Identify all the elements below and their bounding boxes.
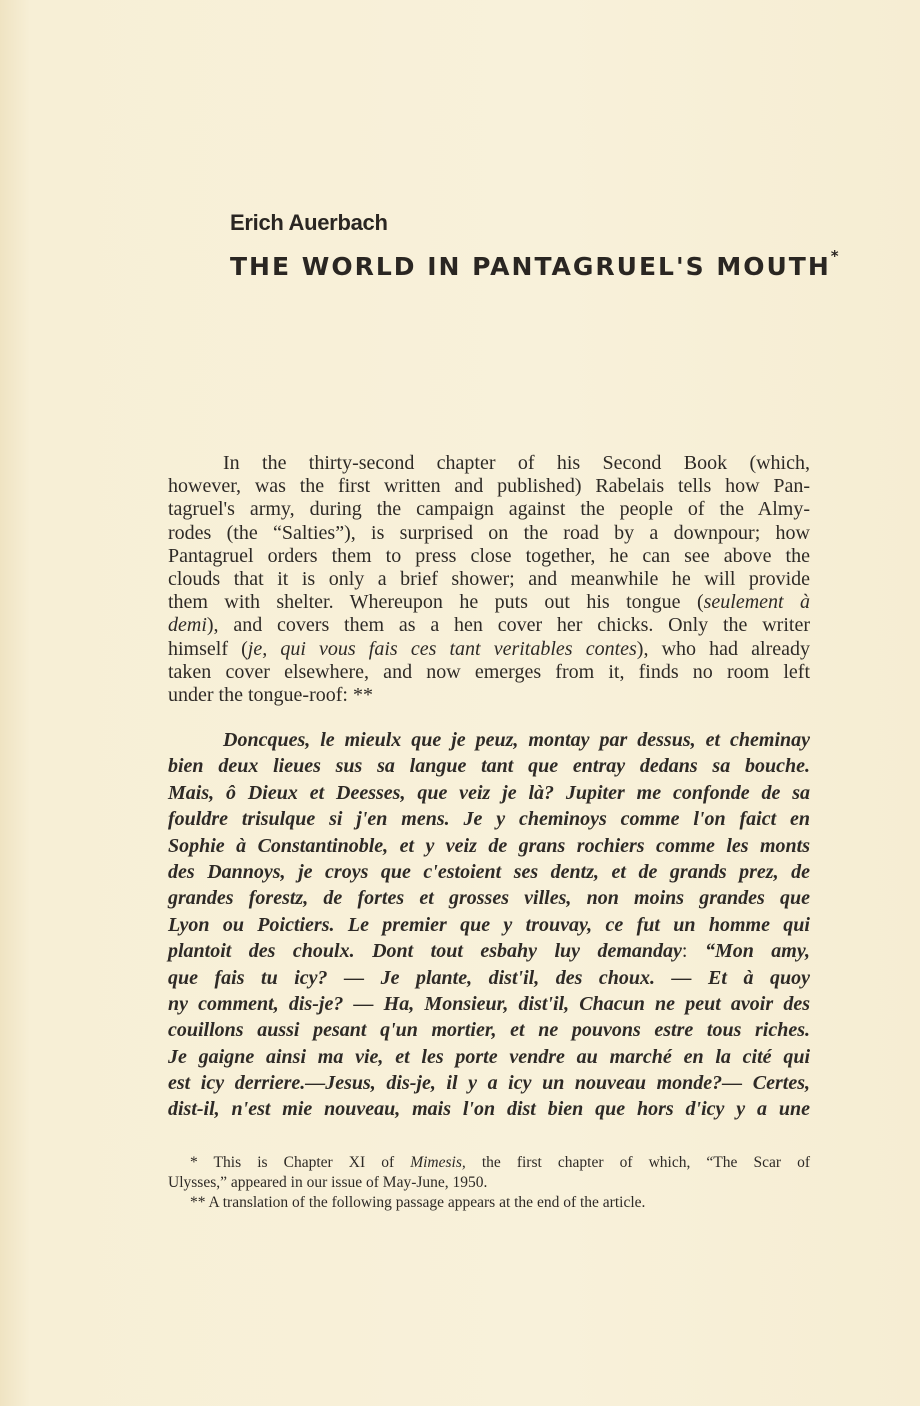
text-segment: seulement à bbox=[703, 591, 810, 614]
text-segment: je, qui vous fais ces tant veritables contes bbox=[247, 637, 637, 660]
text-segment: himself ( bbox=[168, 637, 248, 660]
text-line bbox=[168, 806, 810, 832]
line-wrapper bbox=[168, 614, 810, 637]
text-line bbox=[168, 661, 810, 684]
line-wrapper bbox=[168, 727, 810, 753]
line-wrapper bbox=[168, 780, 810, 806]
article-title bbox=[230, 247, 841, 282]
line-wrapper bbox=[168, 475, 810, 498]
text-segment: ), who had already bbox=[636, 637, 810, 660]
line-wrapper bbox=[168, 591, 810, 614]
text-segment: them with shelter. Whereupon he puts out his tongue ( bbox=[168, 591, 704, 614]
text-segment: In the thirty-second chapter of his Second Book (which, bbox=[223, 452, 810, 474]
line-wrapper bbox=[168, 938, 810, 964]
line-wrapper bbox=[168, 1173, 810, 1193]
text-segment: dist-il, n'est mie nouveau, mais l'on dist bien que hors d'icy y a une bbox=[168, 1098, 810, 1121]
text-line bbox=[168, 965, 810, 991]
line-wrapper bbox=[168, 833, 810, 859]
text-segment: fouldre trisulque si j'en mens. Je y cheminoys comme l'on faict en bbox=[168, 808, 810, 831]
text-segment: demi bbox=[168, 614, 207, 637]
text-line bbox=[168, 475, 810, 498]
text-line bbox=[168, 991, 810, 1017]
line-wrapper bbox=[168, 638, 810, 661]
text-segment: however, was the first written and published) Rabelais tells how Pan- bbox=[168, 475, 810, 498]
text-line bbox=[168, 684, 810, 707]
text-line bbox=[168, 1070, 810, 1096]
text-line bbox=[168, 912, 810, 938]
text-line bbox=[168, 753, 810, 779]
line-wrapper bbox=[168, 452, 810, 475]
footnotes bbox=[168, 1153, 810, 1213]
line-wrapper bbox=[168, 859, 810, 885]
line-wrapper bbox=[168, 806, 810, 832]
text-segment: clouds that it is only a brief shower; and meanwhile he will provide bbox=[168, 567, 810, 590]
text-segment: ny comment, dis-je? — Ha, Monsieur, dist'il, Chacun ne peut avoir des bbox=[168, 992, 810, 1015]
text-line bbox=[168, 545, 810, 568]
line-wrapper bbox=[168, 684, 810, 707]
text-segment: : bbox=[681, 940, 688, 963]
text-line bbox=[168, 1044, 810, 1070]
line-wrapper bbox=[168, 568, 810, 591]
title-footnote-mark: * bbox=[830, 247, 841, 265]
line-wrapper bbox=[168, 545, 810, 568]
text-segment: * This is Chapter XI of bbox=[190, 1154, 411, 1171]
french-quotation bbox=[168, 727, 810, 1123]
text-segment: ), and covers them as a hen cover her chicks. Only the writer bbox=[206, 614, 810, 637]
text-segment: Ulysses,” appeared in our issue of May-June, 1950. bbox=[168, 1174, 488, 1191]
text-segment: Lyon ou Poictiers. Le premier que y trouvay, ce fut un homme qui bbox=[168, 913, 810, 936]
text-segment: des Dannoys, je croys que c'estoient ses dentz, et de grands prez, de bbox=[168, 860, 810, 883]
line-wrapper bbox=[168, 1070, 810, 1096]
line-wrapper bbox=[168, 522, 810, 545]
line-wrapper bbox=[168, 991, 810, 1017]
text-line bbox=[168, 833, 810, 859]
text-line bbox=[168, 780, 810, 806]
text-line bbox=[168, 1017, 810, 1043]
body-paragraph bbox=[168, 452, 810, 707]
line-wrapper bbox=[168, 912, 810, 938]
line-wrapper bbox=[168, 661, 810, 684]
text-segment: Pantagruel orders them to press close together, he can see above the bbox=[168, 544, 810, 567]
text-segment: est icy derriere.—Jesus, dis-je, il y a icy un nouveau monde?— Certes, bbox=[168, 1072, 810, 1095]
text-line bbox=[168, 1173, 810, 1192]
author-name: Erich Auerbach bbox=[230, 210, 388, 235]
text-segment: Mimesis, bbox=[410, 1154, 466, 1171]
line-wrapper bbox=[168, 498, 810, 521]
text-segment: under the tongue-roof: ** bbox=[168, 683, 373, 706]
text-line bbox=[168, 591, 810, 614]
text-segment: rodes (the “Salties”), is surprised on the road by a downpour; how bbox=[168, 521, 810, 544]
text-segment: couillons aussi pesant q'un mortier, et ne pouvons estre tous riches. bbox=[168, 1019, 810, 1042]
text-segment: the first chapter of which, “The Scar of bbox=[465, 1154, 810, 1171]
text-segment: “Mon amy, bbox=[687, 940, 810, 963]
text-segment: ** A translation of the following passage appears at the end of the article. bbox=[190, 1194, 646, 1211]
line-wrapper bbox=[168, 753, 810, 779]
text-line bbox=[168, 727, 810, 753]
line-wrapper bbox=[168, 1044, 810, 1070]
text-line bbox=[168, 938, 810, 964]
text-segment: Je gaigne ainsi ma vie, et les porte vendre au marché en la cité qui bbox=[168, 1045, 810, 1068]
line-wrapper bbox=[168, 965, 810, 991]
text-line bbox=[168, 859, 810, 885]
text-segment: bien deux lieues sus sa langue tant que entray dedans sa bouche. bbox=[168, 755, 810, 778]
text-segment: Sophie à Constantinoble, et y veiz de grans rochiers comme les monts bbox=[168, 834, 810, 857]
text-segment: tagruel's army, during the campaign against the people of the Almy- bbox=[168, 498, 810, 521]
text-line bbox=[168, 1096, 810, 1122]
text-line bbox=[168, 638, 810, 661]
text-line bbox=[168, 1153, 810, 1172]
line-wrapper bbox=[168, 1017, 810, 1043]
text-segment: plantoit des choulx. Dont tout esbahy luy demanday bbox=[168, 940, 682, 963]
line-wrapper bbox=[168, 885, 810, 911]
text-line bbox=[168, 1193, 810, 1212]
text-line bbox=[168, 498, 810, 521]
line-wrapper bbox=[168, 1193, 810, 1213]
line-wrapper bbox=[168, 1153, 810, 1173]
text-line bbox=[168, 568, 810, 591]
article-title-text: THE WORLD IN PANTAGRUEL'S MOUTH bbox=[230, 252, 831, 281]
text-line bbox=[168, 614, 810, 637]
text-line bbox=[168, 522, 810, 545]
text-segment: Mais, ô Dieux et Deesses, que veiz je là? Jupiter me confonde de sa bbox=[168, 781, 810, 804]
text-segment: grandes forestz, de fortes et grosses villes, non moins grandes que bbox=[168, 887, 810, 910]
text-segment: Doncques, le mieulx que je peuz, montay par dessus, et cheminay bbox=[223, 729, 810, 751]
text-line bbox=[168, 885, 810, 911]
line-wrapper bbox=[168, 1096, 810, 1122]
text-segment: que fais tu icy? — Je plante, dist'il, des choux. — Et à quoy bbox=[168, 966, 810, 989]
text-segment: taken cover elsewhere, and now emerges from it, finds no room left bbox=[168, 660, 810, 683]
text-line bbox=[168, 452, 810, 475]
